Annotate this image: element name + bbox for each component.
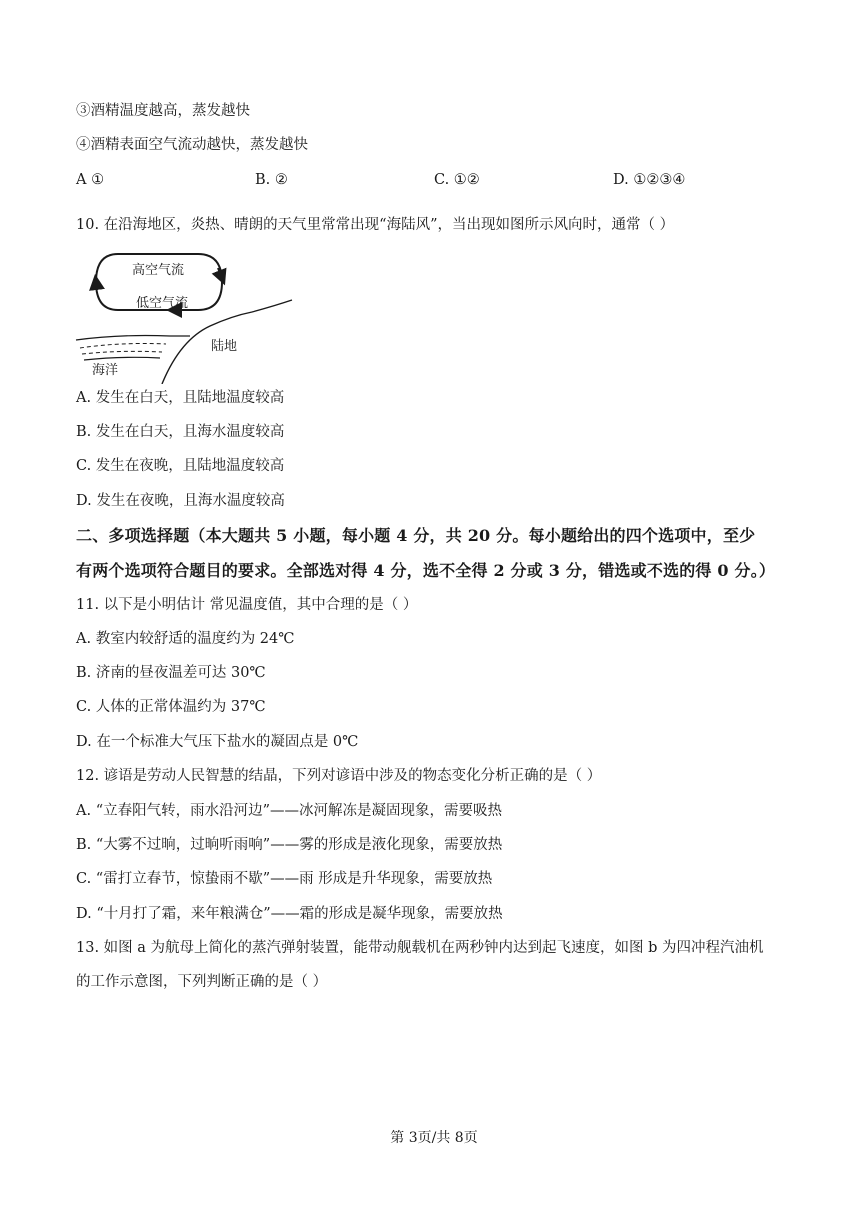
section2-heading-line2: 有两个选项符合题目的要求。全部选对得 4 分，选不全得 2 分或 3 分，错选或不选的得 0 分。） xyxy=(76,561,776,580)
q10-stem: 10. 在沿海地区，炎热、晴朗的天气里常常出现“海陆风”，当出现如图所示风向时，通常（ ） xyxy=(76,217,675,233)
sea-line-4 xyxy=(84,357,160,360)
q10-option-d: D. 发生在夜晚，且海水温度较高 xyxy=(76,493,285,509)
q12-stem: 12. 谚语是劳动人民智慧的结晶，下列对谚语中涉及的物态变化分析正确的是（ ） xyxy=(76,768,602,784)
upper-airflow-label: 高空气流 xyxy=(132,263,185,278)
q9-option-d: D. ①②③④ xyxy=(613,172,686,188)
sea-line-3 xyxy=(82,351,162,354)
q12-option-c: C. “雷打立春节，惊蛰雨不歇”——雨 形成是升华现象，需要放热 xyxy=(76,871,493,887)
q13-stem-line2: 的工作示意图，下列判断正确的是（ ） xyxy=(76,974,328,990)
q10-option-a: A. 发生在白天，且陆地温度较高 xyxy=(76,390,285,406)
q9-option-b: B. ② xyxy=(255,172,288,188)
land-label: 陆地 xyxy=(211,339,238,354)
q9-option-c: C. ①② xyxy=(434,172,480,188)
q12-option-d: D. “十月打了霜，来年粮满仓”——霜的形成是凝华现象，需要放热 xyxy=(76,906,503,922)
sea-land-breeze-figure xyxy=(70,244,310,384)
q10-option-b: B. 发生在白天，且海水温度较高 xyxy=(76,424,285,440)
q13-stem-line1: 13. 如图 a 为航母上简化的蒸汽弹射装置，能带动舰载机在两秒钟内达到起飞速度，如图 b 为四冲程汽油机 xyxy=(76,940,764,956)
section2-heading-line1: 二、多项选择题（本大题共 5 小题，每小题 4 分，共 20 分。每小题给出的四个选项中，至少 xyxy=(76,526,756,545)
q10-option-c: C. 发生在夜晚，且陆地温度较高 xyxy=(76,458,285,474)
q9-item-4: ④酒精表面空气流动越快，蒸发越快 xyxy=(76,137,308,153)
q9-item-3: ③酒精温度越高，蒸发越快 xyxy=(76,103,250,119)
q11-option-d: D. 在一个标准大气压下盐水的凝固点是 0℃ xyxy=(76,734,359,750)
sea-line-2 xyxy=(80,344,166,349)
q11-option-a: A. 教室内较舒适的温度约为 24℃ xyxy=(76,631,295,647)
left-arrow-icon xyxy=(96,282,97,290)
q12-option-b: B. “大雾不过晌，过晌听雨响”——雾的形成是液化现象，需要放热 xyxy=(76,837,503,853)
q11-stem: 11. 以下是小明估计 常见温度值，其中合理的是（ ） xyxy=(76,597,418,613)
q9-option-a: A ① xyxy=(76,172,105,188)
lower-airflow-label: 低空气流 xyxy=(136,296,189,311)
sea-label: 海洋 xyxy=(92,363,119,378)
q11-option-c: C. 人体的正常体温约为 37℃ xyxy=(76,699,266,715)
sea-line-1 xyxy=(76,336,190,341)
q12-option-a: A. “立春阳气转，雨水沿河边”——冰河解冻是凝固现象，需要吸热 xyxy=(76,803,503,819)
page-footer: 第 3页/共 8页 xyxy=(390,1130,478,1146)
q11-option-b: B. 济南的昼夜温差可达 30℃ xyxy=(76,665,266,681)
